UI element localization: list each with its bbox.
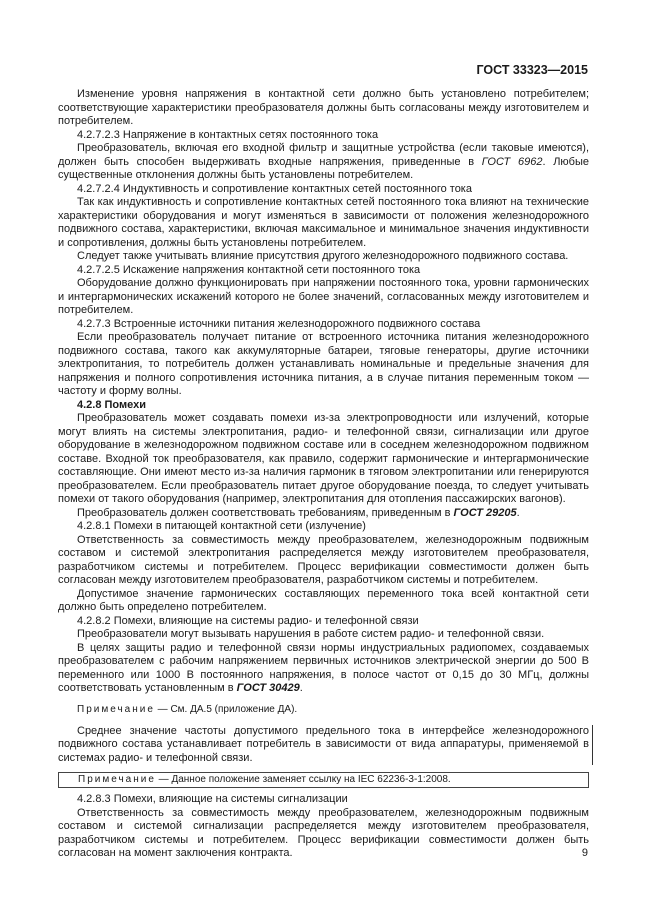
paragraph: Так как индуктивность и сопротивление контактных сетей постоянного тока влияют на технические характеристики оборудования и могут изменяться в зависимости от положения железнодорожного подвижного состава, характеристики, включая максимальное и минимальное значения индуктивности и сопротивления, должны быть установлены потребителем. (58, 196, 589, 249)
paragraph: Преобразователи могут вызывать нарушения в работе систем радио- и телефонной связи. (77, 628, 545, 640)
paragraph: Оборудование должно функционировать при напряжении постоянного тока, уровни гармонических и интергармонических искажений которого не более значений, согласованных между изготовителем и потребителем. (58, 277, 589, 316)
paragraph: Преобразователь, включая его входной фильтр и защитные устройства (если таковые имеются), должен быть способен выдерживать входные напряжения, приведенные в ГОСТ 6962. Любые существенные отклонения должны быть установлены потребителем. (58, 142, 590, 181)
paragraph-with-change-bar: Среднее значение частоты допустимого предельного тока в интерфейсе железнодорожного подвижного состава устанавливает потребитель в зависимости от вида аппаратуры, применяемой в системах радио- и телефонной связи. (58, 724, 589, 764)
standard-reference: ГОСТ 6962 (481, 155, 543, 168)
paragraph: Ответственность за совместимость между преобразователем, железнодорожным подвижным составом и системой сигнализации распределяется между изготовителем преобразователя, разработчиком системы и потребителем. Процесс верификации совместимости должен быть согласован на момент заключения контракта. (58, 806, 589, 859)
section-heading: 4.2.8.3 Помехи, влияющие на системы сигнализации (77, 793, 348, 805)
section-heading: 4.2.8.2 Помехи, влияющие на системы радио- и телефонной связи (77, 614, 419, 627)
standard-reference: ГОСТ 29205 (453, 506, 517, 519)
document-code: ГОСТ 33323—2015 (476, 63, 588, 77)
paragraph: Преобразователь может создавать помехи из-за электропроводности или излучений, которые могут влиять на системы электропитания, радио- и телефонной связи, сигнализации или другое оборудование в железнодорожном подвижном составе или в соседнем железнодорожном подвижном составе. Входной ток преобразователя, как правило, содержит гармонические и интергармонические составляющие. Они имеют место из-за наличия гармоник в тяговом электропитании или генерируются преобразователем. Если преобразователь питает другое оборудование поезда, то следует учитывать помехи от такого оборудования (например, электропитания для отопления пассажирских вагонов). (58, 412, 589, 505)
note-label: Примечание (78, 774, 156, 785)
standard-reference: ГОСТ 30429 (236, 682, 300, 694)
paragraph: В целях защиты радио и телефонной связи нормы индустриальных радиопомех, создаваемых преобразователем с рабочим напряжением первичных источников электрической энергии до 500 В переменного или 1000 В постоянного напряжения, в полосе частот от 0,15 до 30 МГц, должны соответствовать установленным в ГОСТ 30429. (58, 641, 589, 694)
boxed-note (58, 772, 589, 788)
paragraph: Если преобразователь получает питание от встроенного источника питания железнодорожного подвижного состава, такого как аккумуляторные батареи, тяговые генераторы, другие источники электропитания, то потребитель должен устанавливать номинальные и предельные значения для напряжения и полного сопротивления источника питания, а в случае питания переменным током — частоту и форму волны. (58, 331, 589, 397)
section-heading-bold: 4.2.8 Помехи (77, 398, 146, 411)
section-heading: 4.2.7.3 Встроенные источники питания железнодорожного подвижного состава (77, 317, 481, 330)
paragraph: Изменение уровня напряжения в контактной сети должно быть установлено потребителем; соответствующие характеристики преобразователя должны быть согласованы между изготовителем и потребителем. (58, 88, 589, 127)
section-heading: 4.2.8.1 Помехи в питающей контактной сети (излучение) (77, 520, 366, 532)
paragraph: Ответственность за совместимость между преобразователем, железнодорожным подвижным составом и системой электропитания распределяется между изготовителем преобразователя, разработчиком системы и потребителем. Процесс верификации совместимости должен быть согласован между изготовителем преобразователя, разработчиком системы и потребителем. (58, 533, 589, 586)
section-heading: 4.2.7.2.4 Индуктивность и сопротивление контактных сетей постоянного тока (77, 182, 472, 195)
section-heading: 4.2.7.2.3 Напряжение в контактных сетях постоянного тока (77, 128, 379, 141)
page-number: 9 (581, 847, 588, 859)
note (58, 704, 589, 716)
note-label: Примечание (77, 703, 155, 715)
paragraph: Преобразователь должен соответствовать требованиям, приведенным в ГОСТ 29205. (77, 506, 520, 519)
section-heading: 4.2.7.2.5 Искажение напряжения контактной сети постоянного тока (77, 263, 421, 276)
paragraph: Допустимое значение гармонических составляющих переменного тока всей контактной сети должно быть определено потребителем. (58, 587, 589, 613)
note-text: — См. ДА.5 (приложение ДА). (154, 703, 298, 715)
note-text: — Данное положение заменяет ссылку на IEC 62236-3-1:2008. (155, 774, 451, 785)
document-body (58, 88, 589, 861)
paragraph: Следует также учитывать влияние присутствия другого железнодорожного подвижного состава. (77, 250, 569, 262)
